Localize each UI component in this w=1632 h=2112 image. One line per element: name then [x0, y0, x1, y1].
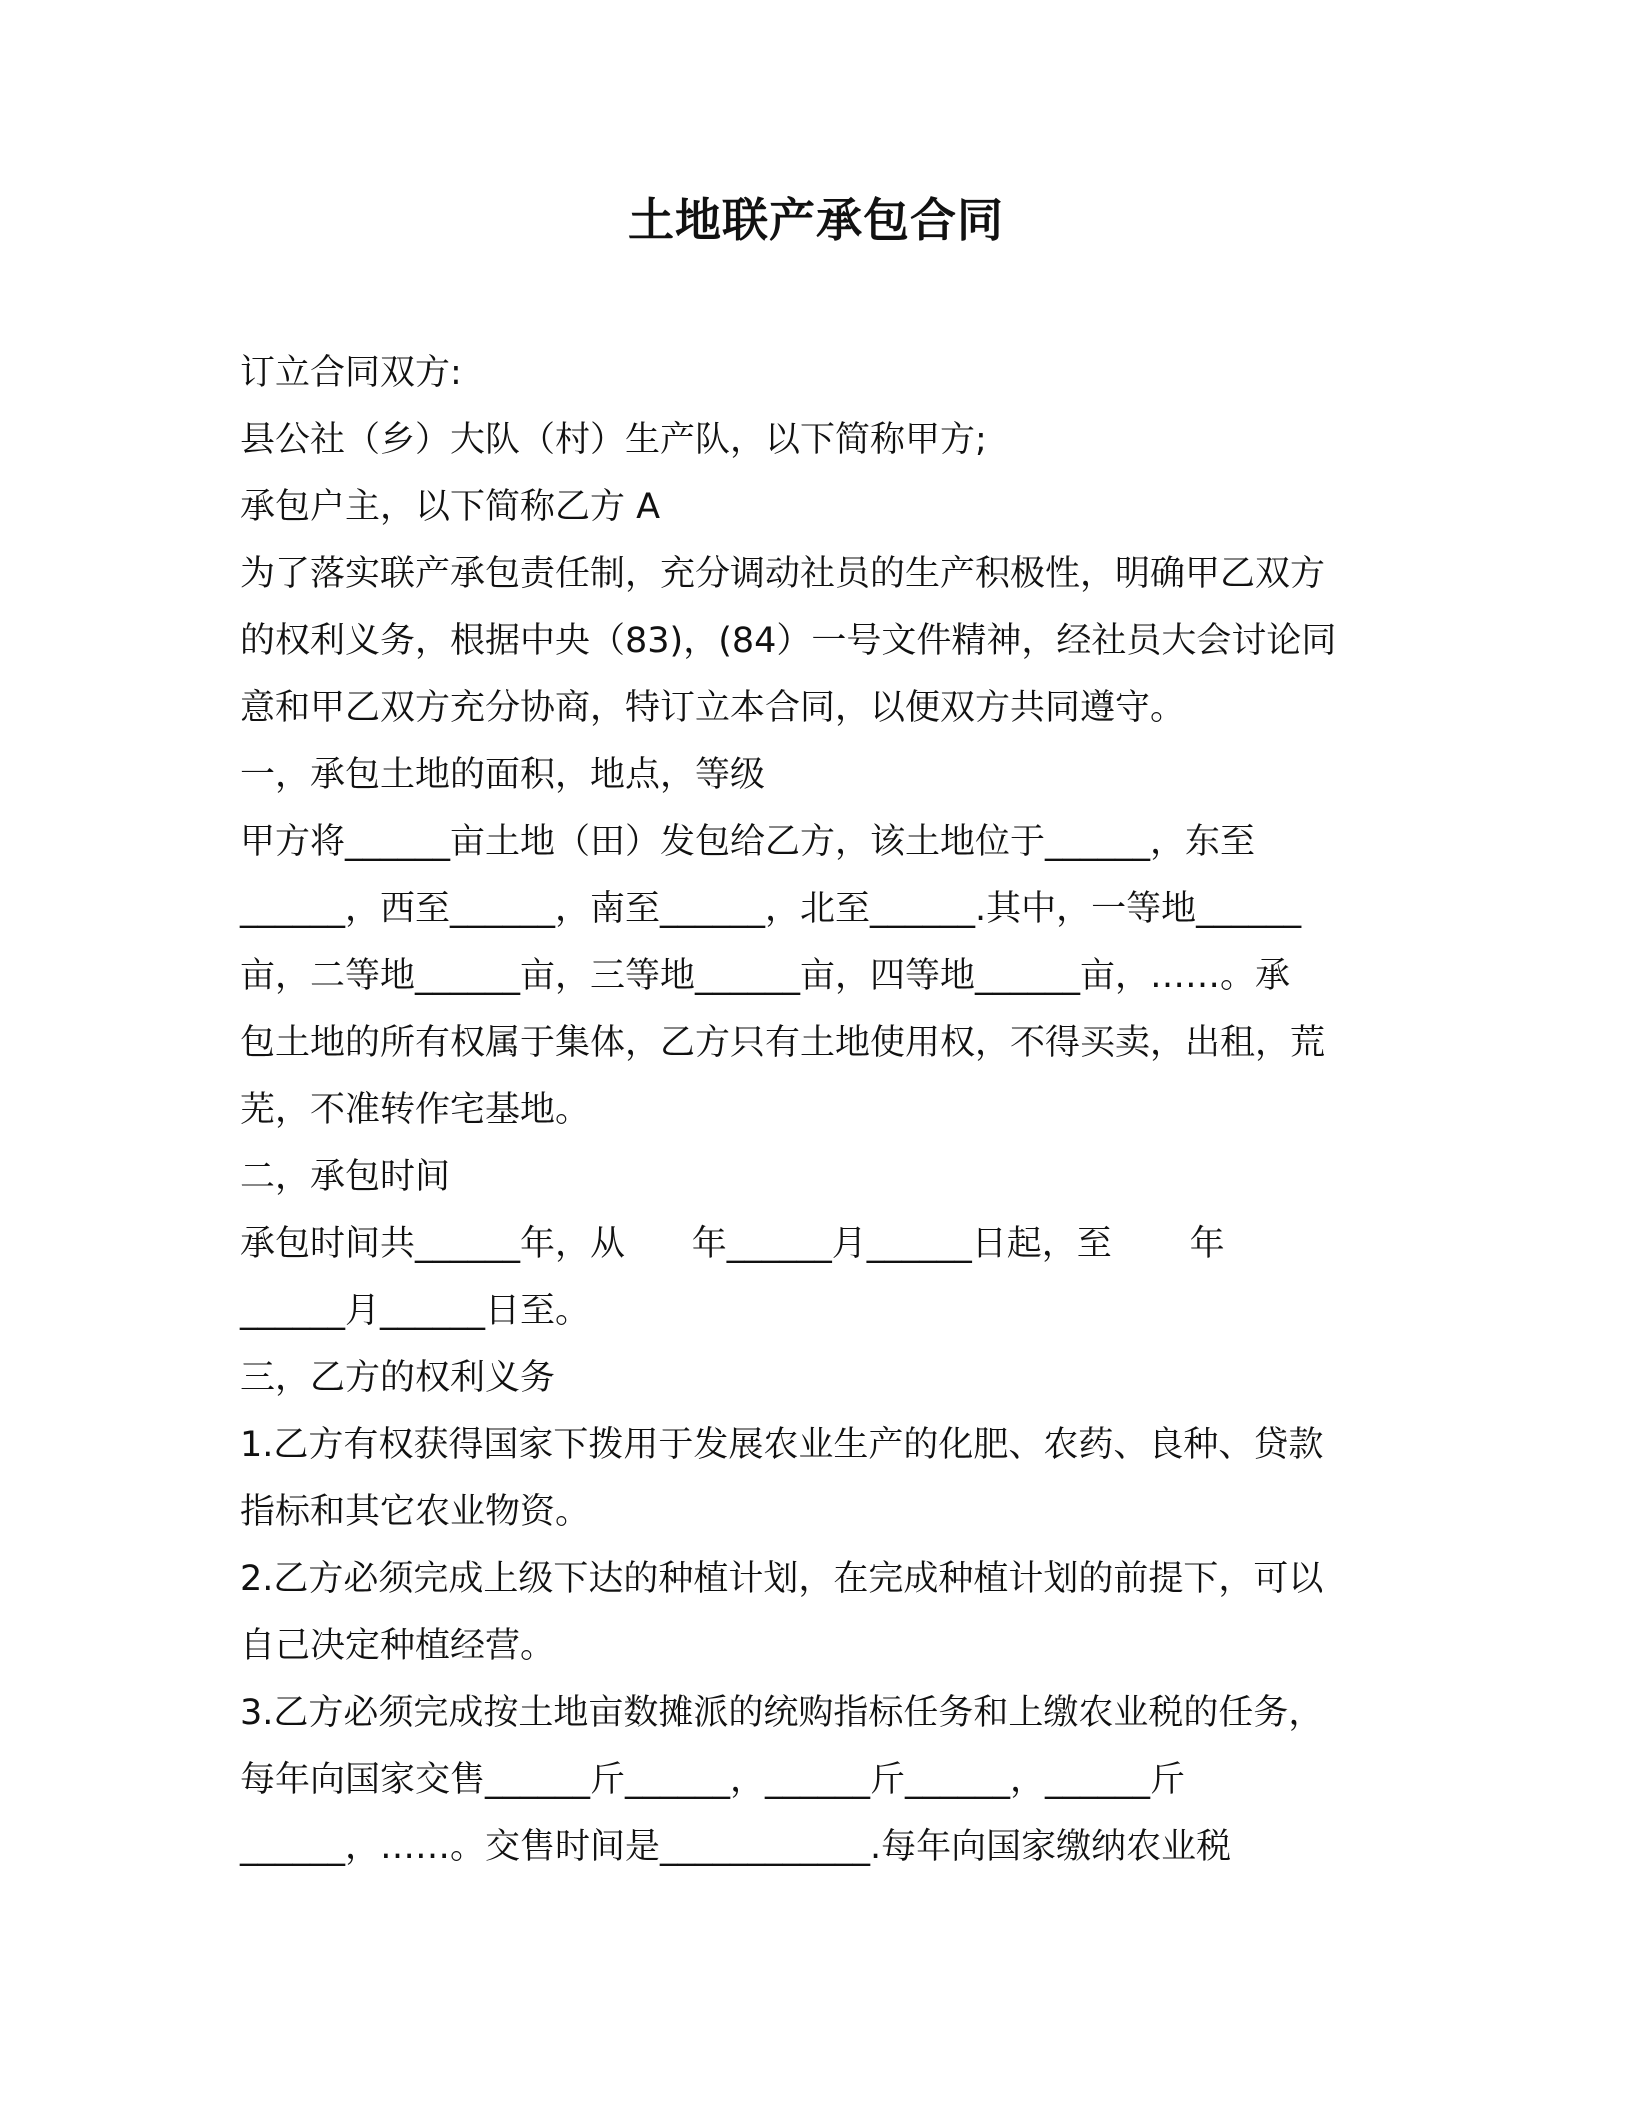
text-line: 订立合同双方:: [240, 353, 462, 393]
text-line: ______，西至______，南至______，北至______.其中，一等地______: [240, 889, 1302, 929]
text-line: 2.乙方必须完成上级下达的种植计划，在完成种植计划的前提下，可以: [240, 1559, 1324, 1599]
text-line: 包土地的所有权属于集体，乙方只有土地使用权，不得买卖，出租，荒: [240, 1023, 1326, 1063]
text-line: 3.乙方必须完成按土地亩数摊派的统购指标任务和上缴农业税的任务，: [240, 1693, 1324, 1733]
document-body: [240, 340, 1390, 1881]
text-line: ______月______日至。: [240, 1291, 591, 1331]
text-line: 指标和其它农业物资。: [240, 1492, 591, 1532]
text-line: 承包户主，以下简称乙方 A: [240, 487, 661, 527]
text-line: 县公社（乡）大队（村）生产队，以下简称甲方;: [240, 420, 987, 460]
text-line: 每年向国家交售______斤______，______斤______，______斤: [240, 1760, 1186, 1800]
text-line: 芜，不准转作宅基地。: [240, 1090, 591, 1130]
text-line: 1.乙方有权获得国家下拨用于发展农业生产的化肥、农药、良种、贷款: [240, 1425, 1324, 1465]
text-line: 意和甲乙双方充分协商，特订立本合同，以便双方共同遵守。: [240, 688, 1186, 728]
section-heading: 三，乙方的权利义务: [240, 1358, 556, 1398]
text-line: ______，……。交售时间是____________.每年向国家缴纳农业税: [240, 1827, 1232, 1867]
text-line: 自己决定种植经营。: [240, 1626, 556, 1666]
text-line: 亩，二等地______亩，三等地______亩，四等地______亩，……。承: [240, 956, 1291, 996]
text-line: 甲方将______亩土地（田）发包给乙方，该土地位于______，东至: [240, 822, 1256, 862]
document-title: 土地联产承包合同: [628, 193, 1004, 247]
section-heading: 一，承包土地的面积，地点，等级: [240, 755, 766, 795]
text-line: 为了落实联产承包责任制，充分调动社员的生产积极性，明确甲乙双方: [240, 554, 1326, 594]
section-heading: 二，承包时间: [240, 1157, 451, 1197]
text-line: 承包时间共______年，从 年______月______日起，至 年: [240, 1224, 1225, 1264]
text-line: 的权利义务，根据中央（83)，(84）一号文件精神，经社员大会讨论同: [240, 621, 1337, 661]
